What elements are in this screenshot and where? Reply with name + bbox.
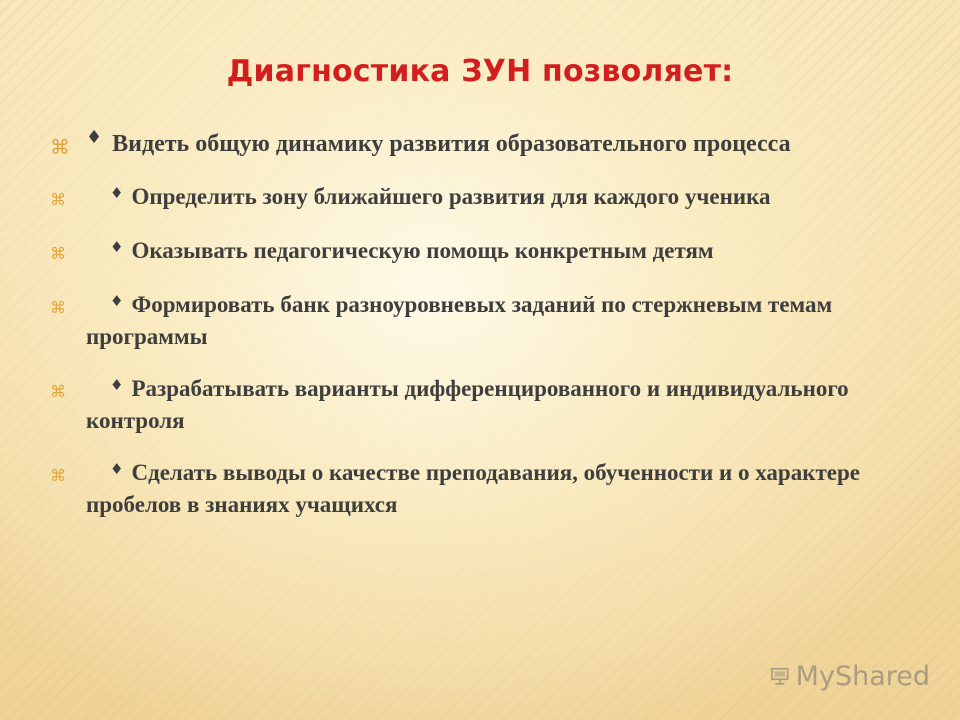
- diamond-icon: ♦: [110, 376, 124, 394]
- presentation-board-icon: [770, 661, 790, 691]
- bullet-icon: ⌘: [50, 382, 66, 401]
- bullet-icon: ⌘: [50, 298, 66, 317]
- list-item: [50, 374, 890, 436]
- list-item: [50, 236, 890, 268]
- list-item-text: Оказывать педагогическую помощь конкретным детям: [131, 238, 714, 263]
- bullet-icon: ⌘: [50, 190, 66, 209]
- bullet-icon: ⌘: [50, 135, 70, 159]
- diamond-icon: ♦: [110, 460, 124, 478]
- diamond-icon: ♦: [110, 238, 124, 256]
- list-item-text: Определить зону ближайшего развития для каждого ученика: [131, 184, 771, 209]
- list-item: [50, 128, 890, 162]
- list-item: [50, 182, 890, 214]
- list-item: [50, 458, 890, 520]
- list-item-text: Формировать банк разноуровневых заданий по стержневым темам программы: [86, 292, 833, 349]
- diamond-icon: ♦: [110, 292, 124, 310]
- slide-title: Диагностика ЗУН позволяет:: [226, 54, 734, 89]
- bullet-icon: ⌘: [50, 244, 66, 263]
- diamond-icon: ♦: [110, 184, 124, 202]
- list-item: [50, 290, 890, 352]
- diamond-icon: ♦: [86, 127, 103, 148]
- bullet-list: [50, 128, 890, 542]
- bullet-icon: ⌘: [50, 466, 66, 485]
- watermark-logo: [770, 656, 930, 696]
- list-item-text: Разрабатывать варианты дифференцированного и индивидуального контроля: [86, 376, 849, 433]
- list-item-text: Сделать выводы о качестве преподавания, обученности и о характере пробелов в знаниях учащихся: [86, 460, 860, 517]
- list-item-text: Видеть общую динамику развития образовательного процесса: [112, 131, 791, 157]
- watermark-text: MyShared: [795, 660, 930, 692]
